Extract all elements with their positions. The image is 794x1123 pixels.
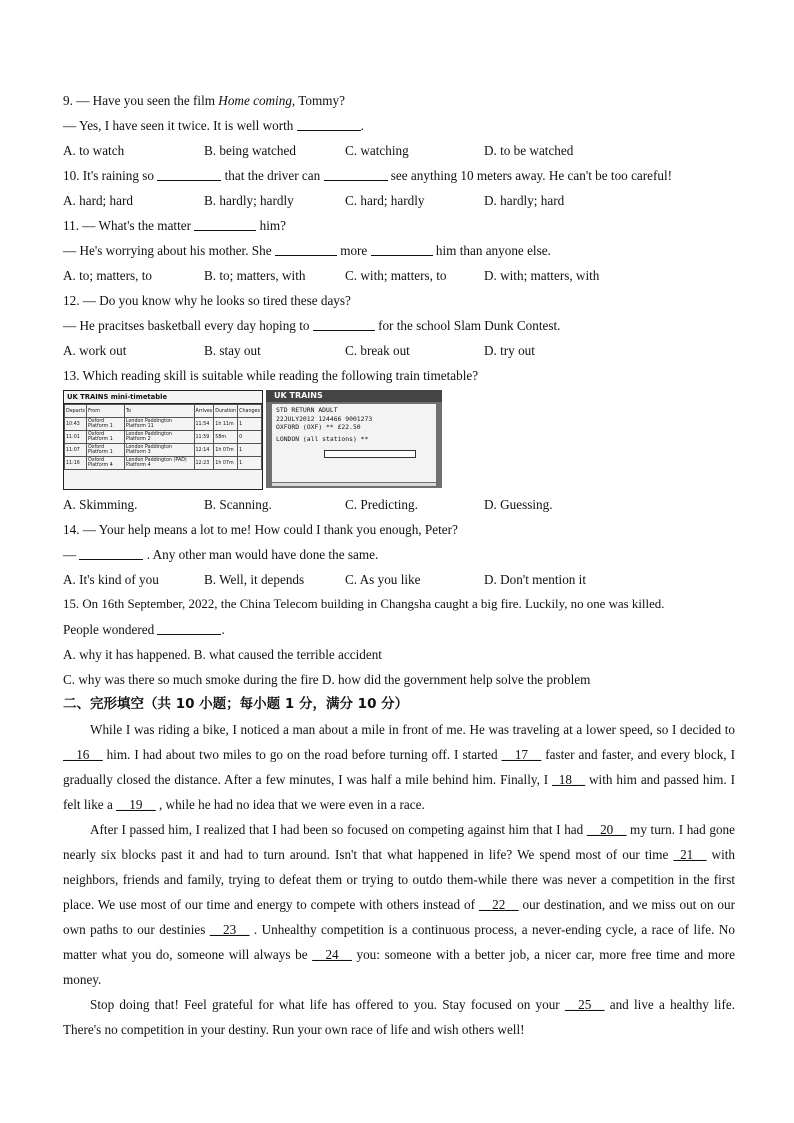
train-timetable-image xyxy=(63,390,263,490)
train-ticket-image xyxy=(266,390,442,488)
q9-answer-line: — Yes, I have seen it twice. It is well worth . xyxy=(63,118,364,133)
timetable-row xyxy=(65,457,262,470)
q10-question: 10. It's raining so that the driver can see anything 10 meters away. He can't be too careful! xyxy=(63,168,673,183)
q13-options xyxy=(63,492,735,517)
ticket-line: STD RETURN ADULT xyxy=(276,406,338,414)
q11-question: 11. — What's the matter him? xyxy=(63,218,286,233)
passage-paragraph-1: While I was riding a bike, I noticed a man about a mile in front of me. He was traveling at a lower speed, so I decided to __16__ him. I had about two miles to go on the road before turning off. I started __17__ faster and faster, and every block, I gradually closed the distance. After a few minutes, I was half a mile behind him. Finally, I _18__ with him and passed him. I felt like a __19__ , while he had no idea that we were even in a race. xyxy=(63,722,735,812)
timetable-cell: 58m xyxy=(214,431,238,444)
answer-blank[interactable] xyxy=(324,166,388,181)
option-a[interactable]: A. Skimming. xyxy=(63,497,138,512)
option-b[interactable]: B. stay out xyxy=(204,343,261,358)
timetable-cell: Oxford Platform 1 xyxy=(86,431,124,444)
timetable-header: Duration xyxy=(214,405,238,418)
blank-20[interactable]: __20__ xyxy=(586,822,627,837)
option-d[interactable]: D. try out xyxy=(484,343,535,358)
ticket-line: 22JULY2012 124466 9001273 xyxy=(276,414,373,423)
timetable-cell: 12:14 xyxy=(194,444,214,457)
q14-options xyxy=(63,567,735,592)
answer-blank[interactable] xyxy=(157,620,221,635)
option-a[interactable]: A. It's kind of you xyxy=(63,572,159,587)
option-d[interactable]: D. with; matters, with xyxy=(484,268,600,283)
timetable-cell: London Paddington Platform 3 xyxy=(124,444,194,457)
option-a[interactable]: A. to watch xyxy=(63,143,125,158)
timetable-cell: 1 xyxy=(238,457,262,470)
timetable-header: Changes xyxy=(238,405,262,418)
option-c[interactable]: C. break out xyxy=(345,343,410,358)
timetable-header-row xyxy=(65,405,262,418)
arrow-icon xyxy=(324,450,416,458)
option-d[interactable]: D. Guessing. xyxy=(484,497,553,512)
option-a[interactable]: A. work out xyxy=(63,343,127,358)
option-c[interactable]: C. As you like xyxy=(345,572,421,587)
timetable-cell: 10:43 xyxy=(65,418,87,431)
timetable-cell: 11:54 xyxy=(194,418,214,431)
timetable-cell: 1h 07m xyxy=(214,444,238,457)
section-heading: 二、完形填空（共 10 小题；每小题 1 分，满分 10 分） xyxy=(63,696,409,712)
option-c[interactable]: C. with; matters, to xyxy=(345,268,447,283)
blank-24[interactable]: __24__ xyxy=(312,947,352,962)
q12-answer-line: — He pracitses basketball every day hoping to for the school Slam Dunk Contest. xyxy=(63,318,561,333)
timetable-table xyxy=(64,404,262,470)
q9-question: 9. — Have you seen the film Home coming, Tommy? xyxy=(63,93,345,108)
q14-answer-line: — . Any other man would have done the same. xyxy=(63,547,379,562)
option-b[interactable]: B. Scanning. xyxy=(204,497,272,512)
option-d[interactable]: D. Don't mention it xyxy=(484,572,587,587)
blank-25[interactable]: __25__ xyxy=(564,997,605,1012)
passage-paragraph-3: Stop doing that! Feel grateful for what life has offered to you. Stay focused on your __25__ and live a healthy life. There's no competition in your destiny. Run your own race of life and wish others well! xyxy=(63,997,736,1037)
q10-options xyxy=(63,188,735,213)
blank-16[interactable]: __16__ xyxy=(63,747,103,762)
timetable-header: From xyxy=(86,405,124,418)
blank-17[interactable]: __17__ xyxy=(501,747,542,762)
timetable-cell: 11:01 xyxy=(65,431,87,444)
timetable-header: Arrives xyxy=(194,405,214,418)
timetable-row xyxy=(65,431,262,444)
timetable-cell: 0 xyxy=(238,431,262,444)
blank-21[interactable]: _21__ xyxy=(673,847,707,862)
blank-23[interactable]: __23__ xyxy=(209,922,250,937)
q11-options xyxy=(63,263,735,288)
timetable-cell: Oxford Platform 1 xyxy=(86,418,124,431)
timetable-row xyxy=(65,444,262,457)
passage-paragraph-2: After I passed him, I realized that I had been so focused on competing against him that I had __20__ my turn. I had gone nearly six blocks past it and had to turn around. Isn't that what happened in life? We spend most of our time _21__ with neighbors, friends and family, trying to defeat them or trying to outdo them-while there was never a competition in the first place. We use most of our time and energy to compete with others instead of __22__ our destination, and we miss out on our own paths to our destinies __23__ . Unhealthy competition is a continuous process, a never-ending cycle, a race of life. No matter what you do, someone will always be __24__ you: someone with a better job, a nicer car, more free time and more money. xyxy=(63,822,735,987)
q13-question: 13. Which reading skill is suitable while reading the following train timetable? xyxy=(63,368,479,383)
answer-blank[interactable] xyxy=(275,241,337,256)
option-b[interactable]: B. Well, it depends xyxy=(204,572,305,587)
blank-22[interactable]: __22__ xyxy=(478,897,519,912)
answer-blank[interactable] xyxy=(313,316,375,331)
timetable-title: UK TRAINS mini-timetable xyxy=(64,391,262,404)
timetable-cell: 11:07 xyxy=(65,444,87,457)
option-d[interactable]: D. to be watched xyxy=(484,143,574,158)
option-c[interactable]: C. Predicting. xyxy=(345,497,418,512)
ticket-line: LONDON (all stations) ** xyxy=(276,434,369,443)
blank-19[interactable]: __19__ xyxy=(116,797,156,812)
q11-answer-line: — He's worrying about his mother. She more him than anyone else. xyxy=(63,243,551,258)
q9-options xyxy=(63,138,735,163)
ticket-line: OXFORD (OXF) ** £22.50 xyxy=(276,423,361,431)
q15-options-cd[interactable]: C. why was there so much smoke during the fire D. how did the government help solve the problem xyxy=(63,672,591,687)
option-c[interactable]: C. watching xyxy=(345,143,409,158)
ticket-stripe xyxy=(272,483,436,486)
answer-blank[interactable] xyxy=(194,216,256,231)
exam-page xyxy=(63,88,735,1042)
answer-blank[interactable] xyxy=(297,116,361,131)
timetable-cell: 1 xyxy=(238,444,262,457)
timetable-cell: 1h 07m xyxy=(214,457,238,470)
q15-options-ab[interactable]: A. why it has happened. B. what caused the terrible accident xyxy=(63,647,382,662)
q13-figures xyxy=(63,390,735,492)
blank-18[interactable]: _18__ xyxy=(552,772,586,787)
option-b[interactable]: B. being watched xyxy=(204,143,296,158)
option-c[interactable]: C. hard; hardly xyxy=(345,193,425,208)
timetable-cell: London Paddington Platform 11 xyxy=(124,418,194,431)
answer-blank[interactable] xyxy=(157,166,221,181)
timetable-cell: 1h 11m xyxy=(214,418,238,431)
timetable-cell: London Paddington Platform 2 xyxy=(124,431,194,444)
timetable-cell: 12:23 xyxy=(194,457,214,470)
timetable-row xyxy=(65,418,262,431)
q12-options xyxy=(63,338,735,363)
ticket-body xyxy=(272,404,436,482)
q12-question: 12. — Do you know why he looks so tired these days? xyxy=(63,293,351,308)
q14-question: 14. — Your help means a lot to me! How could I thank you enough, Peter? xyxy=(63,522,458,537)
q15-question: 15. On 16th September, 2022, the China Telecom building in Changsha caught a big fire. Luckily, no one was killed. xyxy=(63,597,665,611)
answer-blank[interactable] xyxy=(79,545,143,560)
answer-blank[interactable] xyxy=(371,241,433,256)
option-d[interactable]: D. hardly; hard xyxy=(484,193,565,208)
timetable-cell: Oxford Platform 1 xyxy=(86,444,124,457)
option-b[interactable]: B. hardly; hardly xyxy=(204,193,294,208)
timetable-cell: 11:16 xyxy=(65,457,87,470)
timetable-cell: 11:59 xyxy=(194,431,214,444)
option-a[interactable]: A. hard; hard xyxy=(63,193,133,208)
q15-question-cont: People wondered . xyxy=(63,622,225,637)
timetable-header: Departs xyxy=(65,405,87,418)
option-b[interactable]: B. to; matters, with xyxy=(204,268,306,283)
option-a[interactable]: A. to; matters, to xyxy=(63,268,153,283)
timetable-cell: London Paddington (PAD) Platform 4 xyxy=(124,457,194,470)
timetable-cell: Oxford Platform 4 xyxy=(86,457,124,470)
timetable-header: To xyxy=(124,405,194,418)
timetable-cell: 1 xyxy=(238,418,262,431)
ticket-brand: UK TRAINS xyxy=(266,390,442,402)
